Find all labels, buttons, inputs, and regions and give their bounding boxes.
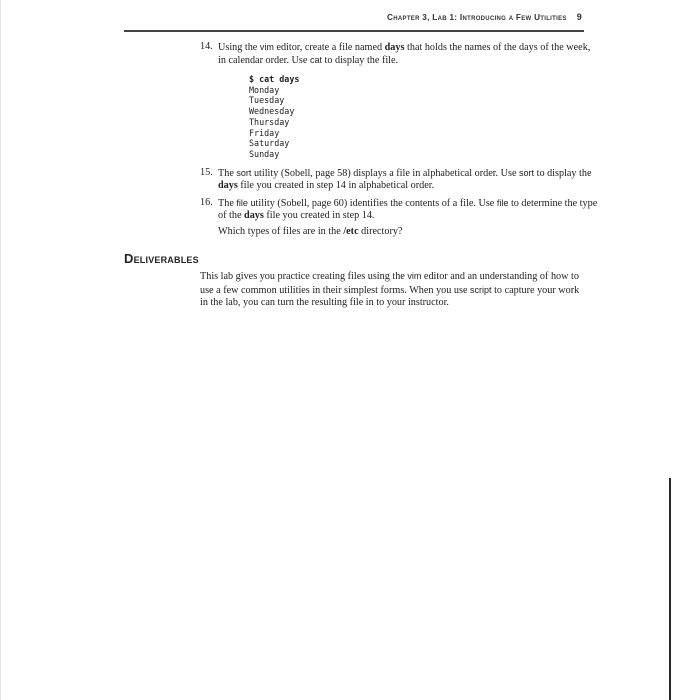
command-name: script (470, 284, 492, 295)
text: to determine the type of the (218, 198, 598, 222)
code-block (249, 74, 299, 160)
text: Which types of files are in the (218, 225, 344, 237)
directory-name: /etc (343, 225, 359, 237)
code-line: Wednesday (249, 106, 295, 117)
step-14 (200, 41, 600, 68)
command-name: vim (407, 271, 422, 281)
step-text (218, 197, 600, 223)
step-text (218, 167, 600, 193)
text: directory? (358, 225, 403, 237)
code-line: Thursday (249, 116, 290, 127)
text: The (218, 168, 237, 179)
text: utility (Sobell, page 58) displays a file in alphabetical order. Use (251, 168, 520, 179)
command-name: file (236, 198, 248, 208)
command-name: sort (519, 168, 535, 178)
step-text (218, 41, 600, 68)
code-line: Friday (249, 127, 280, 138)
command-name: sort (236, 168, 252, 178)
running-header (0, 12, 582, 22)
text: to display the (534, 168, 592, 179)
text: utility (Sobell, page 60) identifies the contents of a file. Use (247, 198, 497, 209)
code-line: Monday (249, 84, 280, 95)
code-line: Saturday (249, 138, 290, 149)
text: Using the (218, 42, 260, 53)
step-15 (200, 167, 600, 193)
text: file you created in step 14 in alphabetical order. (237, 180, 435, 192)
command-name: file (496, 198, 509, 208)
code-line: Sunday (249, 148, 280, 159)
step-16 (200, 197, 600, 238)
file-name: days (384, 42, 405, 53)
heading-text: Deliverables (124, 251, 199, 266)
header-rule (124, 30, 584, 32)
step-number: 16. (200, 197, 213, 208)
scrollbar-edge (669, 478, 671, 700)
text: to capture your work in the lab, you can turn the resulting file in to your instructor. (200, 284, 580, 309)
file-name: days (218, 180, 238, 192)
header-title: Chapter 3, Lab 1: Introducing a Few Utilities (387, 13, 567, 22)
deliverables-paragraph (200, 270, 585, 310)
command-name: vim (259, 42, 274, 52)
text: editor, create a file named (273, 42, 385, 53)
text: editor and an understanding of how to use a few common utilities in their simplest forms. When you use (200, 271, 579, 296)
page-edge-left (0, 0, 1, 700)
step-number: 15. (200, 167, 213, 178)
text: The (218, 198, 237, 209)
step-question (218, 226, 600, 238)
code-command: $ cat days (249, 74, 300, 84)
page-number: 9 (576, 12, 582, 22)
text: file you created in step 14. (263, 210, 375, 222)
command-name: cat (309, 55, 322, 66)
code-line: Tuesday (249, 95, 285, 106)
step-number: 14. (200, 41, 213, 52)
text: that holds the names of the days of the week, in calendar order. Use (218, 42, 591, 67)
file-name: days (244, 210, 264, 222)
text: This lab gives you practice creating files using the (200, 271, 408, 282)
text: to display the file. (321, 55, 399, 67)
section-heading (124, 251, 199, 266)
